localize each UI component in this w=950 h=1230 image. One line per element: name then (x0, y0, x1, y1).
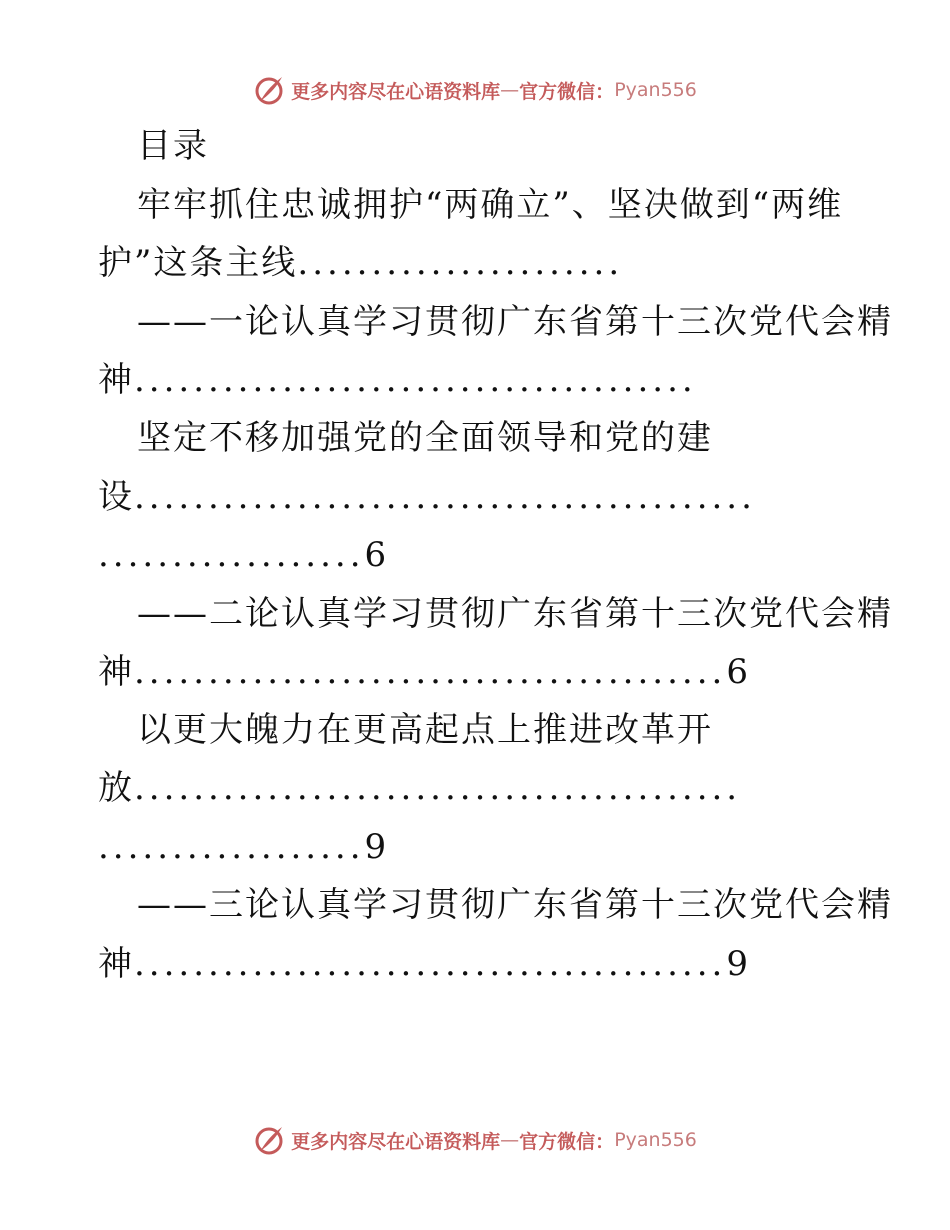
footer-banner (0, 1120, 950, 1160)
toc-leader-dots: ........................................ (134, 652, 727, 692)
banner-brand-text: 更多内容尽在心语资料库 (291, 80, 501, 103)
toc-entry-line[interactable] (98, 942, 750, 986)
toc-entry-line[interactable] (98, 825, 388, 869)
toc-entry-line[interactable] (98, 241, 623, 285)
banner-wechat-id: Pyan556 (614, 79, 697, 101)
feather-quill-circle-icon (253, 1124, 285, 1156)
banner-official-label: 官方微信： (519, 80, 615, 103)
toc-page-number: 6 (364, 535, 389, 575)
toc-leader-dots: ........................................ (134, 944, 727, 984)
toc-entry-text: ——三论认真学习贯彻广东省第十三次党代会精 (137, 885, 893, 925)
toc-entry-text: 神 (98, 652, 134, 692)
toc-entry-line[interactable] (137, 708, 713, 752)
toc-leader-dots: .......................................... (134, 477, 756, 517)
banner-brand-text: 更多内容尽在心语资料库 (291, 1130, 501, 1153)
toc-entry-text: 神 (98, 360, 134, 400)
header-banner (0, 70, 950, 110)
banner-dash: — (500, 1129, 520, 1151)
toc-entry-text: 神 (98, 944, 134, 984)
toc-entry-line[interactable] (98, 533, 388, 577)
toc-entry-line[interactable] (98, 650, 750, 694)
toc-entry-text: 护”这条主线 (98, 243, 298, 283)
toc-leader-dots: ...................................... (134, 360, 697, 400)
toc-entry-line[interactable] (137, 592, 893, 636)
toc-page-number: 6 (726, 652, 750, 692)
banner-official-label: 官方微信： (519, 1130, 615, 1153)
toc-entry-line[interactable] (98, 475, 756, 519)
feather-quill-circle-icon (253, 74, 285, 106)
toc-entry-line[interactable] (98, 358, 697, 402)
toc-entry-text: 以更大魄力在更高起点上推进改革开 (137, 710, 713, 750)
toc-entry-text: ——一论认真学习贯彻广东省第十三次党代会精 (137, 302, 893, 342)
toc-leader-dots: ...................... (297, 243, 624, 283)
toc-leader-dots: ......................................... (134, 768, 742, 808)
toc-entry-line[interactable] (137, 300, 893, 344)
toc-entry-text: 放 (98, 768, 134, 808)
toc-entry-line[interactable] (137, 883, 893, 927)
toc-leader-dots: .................. (98, 827, 365, 867)
toc-page-number: 9 (726, 944, 750, 984)
toc-entry-text: 坚定不移加强党的全面领导和党的建 (137, 418, 713, 458)
banner-wechat-id: Pyan556 (614, 1129, 697, 1151)
toc-entry-text: ——二论认真学习贯彻广东省第十三次党代会精 (137, 594, 893, 634)
toc-leader-dots: .................. (98, 535, 365, 575)
toc-heading: 目录 (137, 126, 209, 166)
toc-entry-text: 牢牢抓住忠诚拥护“两确立”、坚决做到“两维 (137, 185, 844, 225)
toc-entry-line[interactable] (137, 416, 713, 460)
banner-dash: — (500, 79, 520, 101)
toc-entry-text: 设 (98, 477, 134, 517)
toc-page-number: 9 (364, 827, 389, 867)
toc-entry-line[interactable] (137, 183, 843, 227)
toc-entry-line[interactable] (98, 766, 741, 810)
